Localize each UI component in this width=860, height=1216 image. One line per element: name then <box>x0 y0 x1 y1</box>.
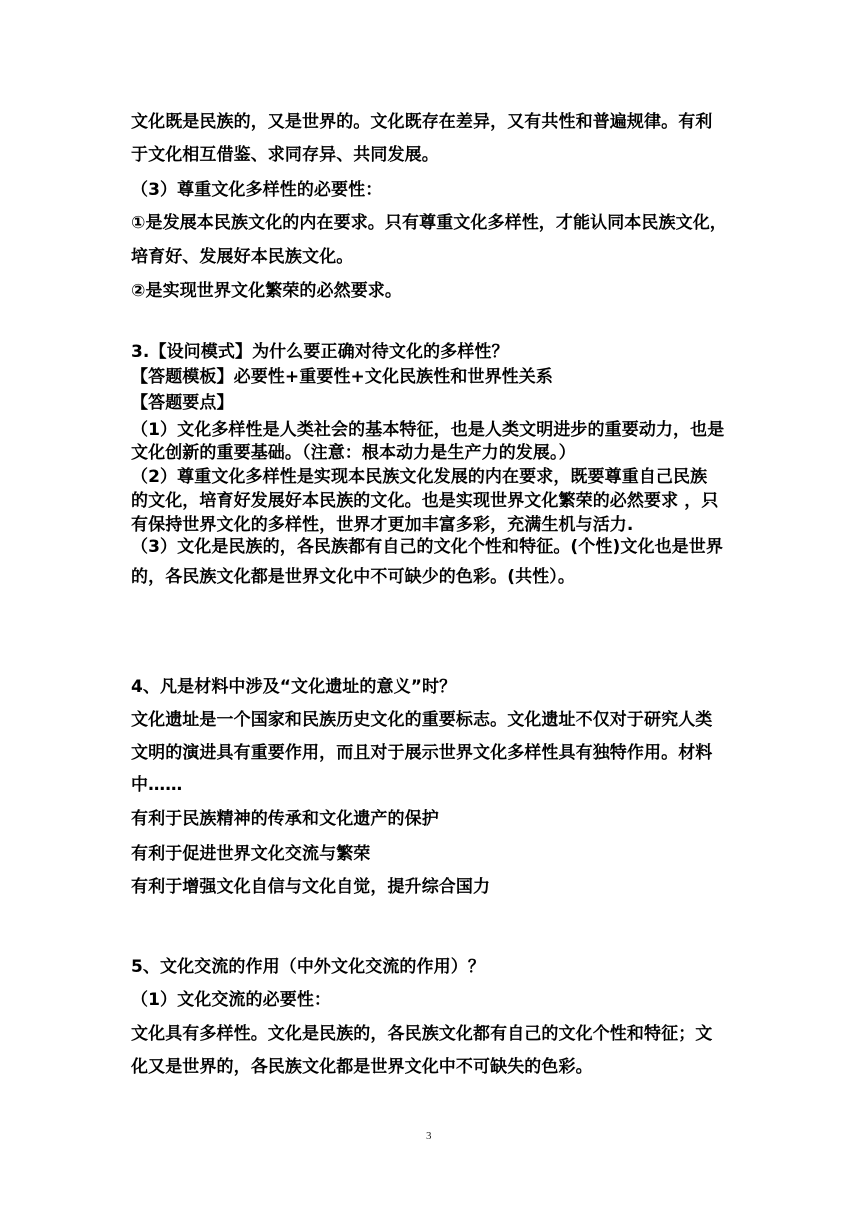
text-line: 培育好、发展好本民族文化。 <box>131 247 354 267</box>
text-line: 有保持世界文化的多样性，世界才更加丰富多彩，充满生机与活力. <box>131 515 634 535</box>
text-line: 文明的演进具有重要作用，而且对于展示世界文化多样性具有独特作用。材料 <box>131 743 713 763</box>
text-line: （3）尊重文化多样性的必要性： <box>131 180 383 200</box>
text-line: 化又是世界的，各民族文化都是世界文化中不可缺失的色彩。 <box>131 1057 593 1077</box>
text-line: ②是实现世界文化繁荣的必然要求。 <box>131 281 402 301</box>
section-heading: 4、凡是材料中涉及“文化遗址的意义”时？ <box>131 677 457 697</box>
text-line: 文化既是民族的，又是世界的。文化既存在差异，又有共性和普遍规律。有利 <box>131 112 713 132</box>
text-line: 中…… <box>131 775 183 795</box>
section-heading: 3.【设问模式】为什么要正确对待文化的多样性？ <box>131 342 509 362</box>
text-line: 有利于促进世界文化交流与繁荣 <box>131 844 371 864</box>
section-heading: 5、文化交流的作用（中外文化交流的作用）？ <box>131 957 485 977</box>
text-line: 【答题要点】 <box>131 393 234 413</box>
text-line: 有利于民族精神的传承和文化遗产的保护 <box>131 809 439 829</box>
text-line: 于文化相互借鉴、求同存异、共同发展。 <box>131 145 439 165</box>
text-line: （1）文化交流的必要性： <box>131 990 332 1010</box>
text-line: （1）文化多样性是人类社会的基本特征，也是人类文明进步的重要动力，也是 <box>131 420 725 440</box>
text-line: 有利于增强文化自信与文化自觉，提升综合国力 <box>131 877 491 897</box>
text-line: 【答题模板】必要性+重要性+文化民族性和世界性关系 <box>131 367 553 387</box>
text-line: （2）尊重文化多样性是实现本民族文化发展的内在要求，既要尊重自己民族 <box>131 467 708 487</box>
text-line: （3）文化是民族的，各民族都有自己的文化个性和特征。(个性)文化也是世界 <box>131 537 723 557</box>
text-line: 的文化，培育好发展好本民族的文化。也是实现世界文化繁荣的必然要求 ，只 <box>131 491 719 511</box>
text-line: 文化创新的重要基础。（注意：根本动力是生产力的发展。） <box>131 443 576 463</box>
text-line: ①是发展本民族文化的内在要求。只有尊重文化多样性，才能认同本民族文化， <box>131 213 727 233</box>
text-line: 的，各民族文化都是世界文化中不可缺少的色彩。(共性）。 <box>131 567 575 587</box>
text-line: 文化遗址是一个国家和民族历史文化的重要标志。文化遗址不仅对于研究人类 <box>131 710 713 730</box>
page-number: 3 <box>426 1130 432 1142</box>
text-line: 文化具有多样性。文化是民族的，各民族文化都有自己的文化个性和特征；文 <box>131 1024 713 1044</box>
